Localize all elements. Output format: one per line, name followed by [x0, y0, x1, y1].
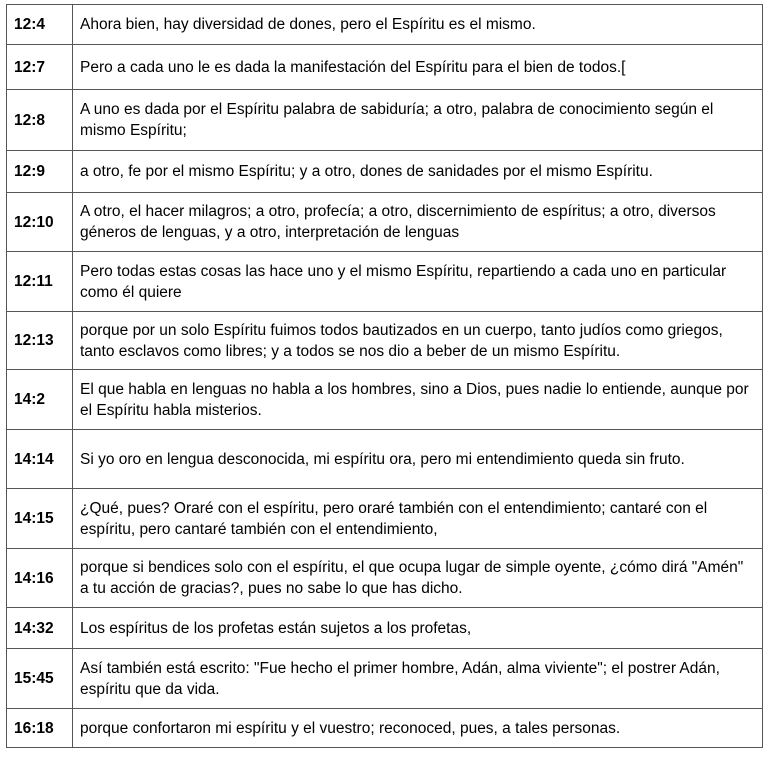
table-row [7, 489, 763, 549]
verse-reference: 12:13 [7, 312, 73, 370]
table-row [7, 90, 763, 151]
verse-reference: 12:11 [7, 252, 73, 312]
verse-text: Si yo oro en lengua desconocida, mi espíritu ora, pero mi entendimiento queda sin fruto. [73, 430, 763, 489]
verse-reference: 12:9 [7, 151, 73, 193]
verse-reference: 14:16 [7, 549, 73, 608]
verse-reference: 14:32 [7, 608, 73, 649]
verse-text: porque confortaron mi espíritu y el vuestro; reconoced, pues, a tales personas. [73, 709, 763, 748]
verse-text: Los espíritus de los profetas están sujetos a los profetas, [73, 608, 763, 649]
table-row [7, 430, 763, 489]
verse-reference: 14:14 [7, 430, 73, 489]
verse-reference: 14:15 [7, 489, 73, 549]
table-row [7, 151, 763, 193]
table-row [7, 252, 763, 312]
verse-text: El que habla en lenguas no habla a los hombres, sino a Dios, pues nadie lo entiende, aunque por el Espíritu habla misterios. [73, 370, 763, 430]
verse-reference: 12:8 [7, 90, 73, 151]
table-row [7, 608, 763, 649]
verse-text: porque si bendices solo con el espíritu, el que ocupa lugar de simple oyente, ¿cómo dirá "Amén" a tu acción de gracias?, pues no sabe lo que has dicho. [73, 549, 763, 608]
verse-reference: 12:4 [7, 5, 73, 45]
verse-text: Ahora bien, hay diversidad de dones, pero el Espíritu es el mismo. [73, 5, 763, 45]
table-row [7, 5, 763, 45]
verse-reference: 15:45 [7, 649, 73, 709]
verse-text: Pero a cada uno le es dada la manifestación del Espíritu para el bien de todos.[ [73, 45, 763, 90]
table-row [7, 312, 763, 370]
verse-reference: 14:2 [7, 370, 73, 430]
verse-text: ¿Qué, pues? Oraré con el espíritu, pero oraré también con el entendimiento; cantaré con el espíritu, pero cantaré también con el entendimiento, [73, 489, 763, 549]
verse-text: A uno es dada por el Espíritu palabra de sabiduría; a otro, palabra de conocimiento según el mismo Espíritu; [73, 90, 763, 151]
table-row [7, 45, 763, 90]
table-row [7, 649, 763, 709]
verse-reference: 16:18 [7, 709, 73, 748]
verse-text: Así también está escrito: "Fue hecho el primer hombre, Adán, alma viviente"; el postrer Adán, espíritu que da vida. [73, 649, 763, 709]
table-row [7, 193, 763, 252]
table-row [7, 370, 763, 430]
verse-table [6, 4, 763, 748]
verse-text: porque por un solo Espíritu fuimos todos bautizados en un cuerpo, tanto judíos como griegos, tanto esclavos como libres; y a todos se nos dio a beber de un mismo Espíritu. [73, 312, 763, 370]
table-row [7, 549, 763, 608]
verse-reference: 12:7 [7, 45, 73, 90]
verse-text: Pero todas estas cosas las hace uno y el mismo Espíritu, repartiendo a cada uno en particular como él quiere [73, 252, 763, 312]
verse-text: A otro, el hacer milagros; a otro, profecía; a otro, discernimiento de espíritus; a otro, diversos géneros de lenguas, y a otro, interpretación de lenguas [73, 193, 763, 252]
verse-text: a otro, fe por el mismo Espíritu; y a otro, dones de sanidades por el mismo Espíritu. [73, 151, 763, 193]
verse-reference: 12:10 [7, 193, 73, 252]
table-row [7, 709, 763, 748]
